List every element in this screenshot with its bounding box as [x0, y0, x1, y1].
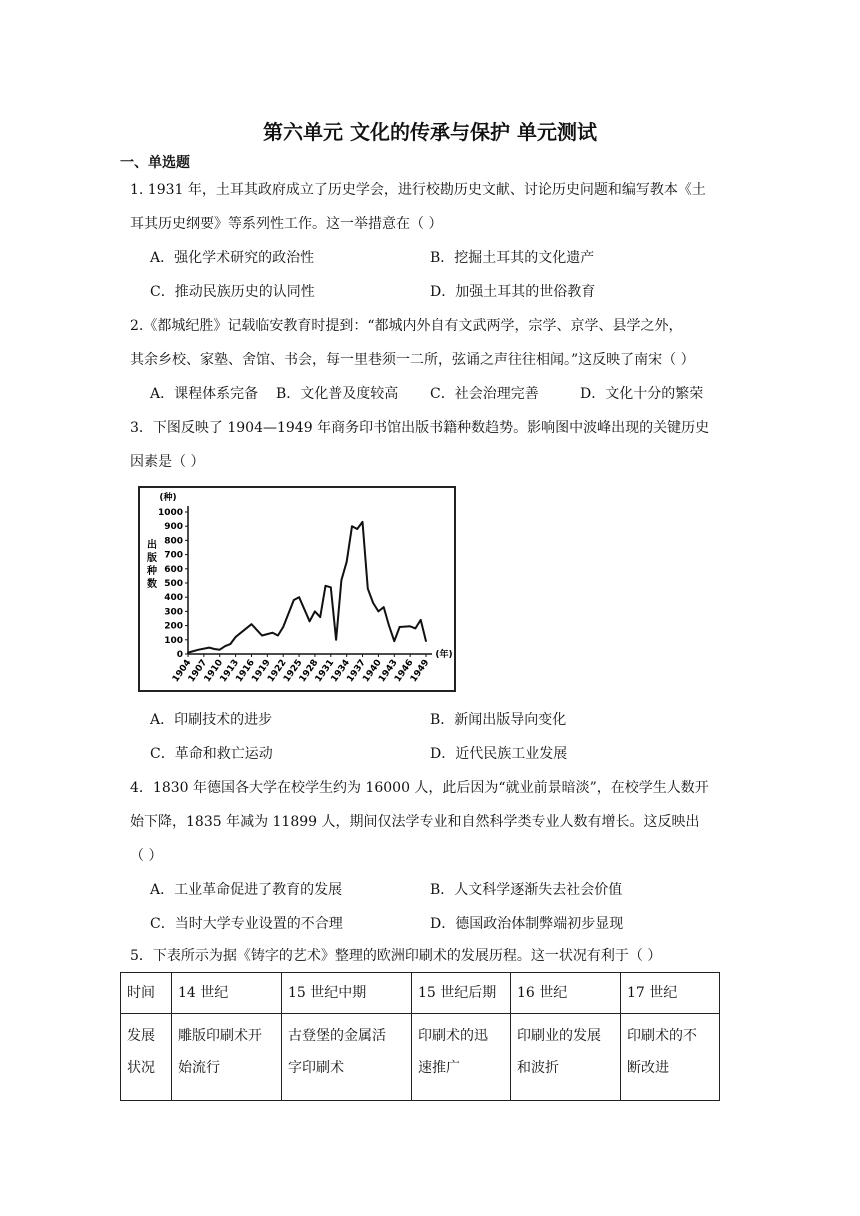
y-axis-label-char: 种 [147, 566, 157, 577]
y-tick-label: 600 [164, 564, 183, 575]
data-point [393, 640, 395, 642]
y-tick-label: 1000 [157, 508, 183, 518]
page-title: 第六单元 文化的传承与保护 单元测试 [263, 120, 597, 144]
data-point [341, 579, 343, 581]
data-point [214, 648, 216, 650]
x-tick-label: 1913 [218, 657, 242, 685]
q4-stem-line2: 始下降，1835 年减为 11899 人，期间仅法学专业和自然科学类专业人数有增长。这反映出 [130, 814, 700, 830]
q4-stem-line3: （ ） [130, 848, 163, 864]
data-point [425, 640, 427, 642]
table-header-cell: 16 世纪 [511, 973, 621, 1014]
cell-line: 和波折 [517, 1060, 559, 1076]
data-point [351, 525, 353, 527]
table-header-cell: 17 世纪 [621, 973, 720, 1014]
data-point [256, 629, 258, 631]
y-unit-label: (种) [159, 493, 177, 503]
table-header-cell: 时间 [121, 973, 172, 1014]
x-tick-label: 1928 [297, 657, 321, 685]
data-point [208, 647, 210, 649]
x-tick-label: 1919 [250, 657, 273, 685]
q2-option-a[interactable]: A．课程体系完备 [150, 386, 259, 402]
cell-line: 状况 [127, 1060, 155, 1076]
y-tick-label: 400 [164, 593, 183, 604]
section-heading: 一、单选题 [120, 155, 190, 171]
q1-option-d[interactable]: D．加强土耳其的世俗教育 [430, 284, 596, 300]
q3-option-d[interactable]: D．近代民族工业发展 [430, 746, 568, 762]
data-point [383, 606, 385, 608]
x-tick-label: 1934 [329, 657, 353, 685]
data-point [187, 652, 189, 654]
q1-option-c[interactable]: C．推动民族历史的认同性 [150, 284, 315, 300]
cell-line: 雕版印刷术开 [178, 1028, 262, 1044]
data-point [198, 649, 200, 651]
table-header-cell: 14 世纪 [172, 973, 282, 1014]
publishing-trend-chart [138, 486, 456, 692]
table-row [121, 1014, 720, 1101]
table-cell [282, 1014, 412, 1101]
q1-stem-line1: 1. 1931 年，土耳其政府成立了历史学会，进行校勘历史文献、讨论历史问题和编写教本《土 [130, 182, 706, 198]
data-point [272, 632, 274, 634]
table-header-row [121, 973, 720, 1014]
data-point [415, 628, 417, 630]
cell-line: 发展 [127, 1028, 155, 1044]
q3-option-a[interactable]: A．印刷技术的进步 [150, 712, 273, 728]
cell-line: 印刷术的迅 [418, 1028, 488, 1044]
data-point [251, 623, 253, 625]
q1-stem-line2: 耳其历史纲要》等系列性工作。这一举措意在（ ） [130, 216, 443, 232]
data-point [293, 599, 295, 601]
cell-line: 古登堡的金属活 [288, 1028, 386, 1044]
data-point [356, 528, 358, 530]
data-point [235, 636, 237, 638]
series-line [188, 522, 426, 653]
q1-option-b[interactable]: B．挖掘土耳其的文化遗产 [430, 250, 595, 266]
data-point [335, 639, 337, 641]
table-cell [412, 1014, 511, 1101]
data-point [388, 625, 390, 627]
q2-option-d[interactable]: D．文化十分的繁荣 [580, 386, 704, 402]
y-axis-label-char: 出 [147, 540, 157, 551]
y-tick-label: 900 [164, 522, 183, 533]
cell-line: 断改进 [627, 1060, 669, 1076]
x-tick-label: 1943 [377, 657, 400, 685]
y-tick-label: 800 [164, 536, 183, 547]
q4-option-d[interactable]: D．德国政治体制弊端初步显现 [430, 916, 624, 932]
x-tick-label: 1922 [266, 657, 289, 685]
q4-option-b[interactable]: B．人文科学逐渐失去社会价值 [430, 882, 623, 898]
cell-line: 印刷业的发展 [517, 1028, 601, 1044]
y-tick-label: 700 [164, 550, 183, 561]
x-tick-label: 1940 [361, 657, 384, 685]
x-tick-label: 1904 [170, 657, 194, 685]
q2-option-c[interactable]: C．社会治理完善 [430, 386, 539, 402]
cell-line: 印刷术的不 [627, 1028, 697, 1044]
data-point [277, 635, 279, 637]
q3-stem-line2: 因素是（ ） [130, 454, 205, 470]
data-point [399, 626, 401, 628]
y-axis-label-char: 数 [147, 579, 157, 590]
y-tick-label: 500 [164, 579, 183, 589]
data-point [409, 626, 411, 628]
x-tick-label: 1946 [393, 657, 416, 685]
data-point [372, 602, 374, 604]
data-point [267, 633, 269, 635]
y-tick-label: 300 [164, 607, 183, 618]
table-cell [511, 1014, 621, 1101]
data-point [330, 586, 332, 588]
x-unit-label: (年) [435, 650, 453, 660]
data-point [230, 643, 232, 645]
data-point [261, 635, 263, 637]
data-point [319, 616, 321, 618]
data-point [282, 626, 284, 628]
data-point [240, 632, 242, 634]
x-tick-label: 1910 [202, 657, 226, 685]
q3-stem-line1: 3．下图反映了 1904—1949 年商务印书馆出版书籍种数趋势。影响图中波峰出现的关键历史 [130, 420, 710, 436]
data-point [314, 611, 316, 613]
q2-stem-line2: 其余乡校、家塾、舍馆、书会，每一里巷须一二所，弦诵之声往往相闻。”这反映了南宋（ ） [130, 352, 695, 368]
table-cell [172, 1014, 282, 1101]
data-point [224, 645, 226, 647]
data-point [298, 596, 300, 598]
y-tick-label: 200 [164, 621, 183, 632]
cell-line: 字印刷术 [288, 1060, 344, 1076]
y-tick-label: 100 [164, 635, 183, 646]
data-point [378, 611, 380, 613]
q2-stem-line1: 2.《都城纪胜》记载临安教育时提到：“都城内外自有文武两学，宗学、京学、县学之外， [130, 318, 683, 334]
q3-option-c[interactable]: C．革命和救亡运动 [150, 746, 273, 762]
q4-option-a[interactable]: A．工业革命促进了教育的发展 [150, 882, 343, 898]
x-tick-label: 1949 [408, 657, 432, 685]
q1-option-a[interactable]: A．强化学术研究的政治性 [150, 250, 315, 266]
table-header-cell: 15 世纪后期 [412, 973, 511, 1014]
table-header-cell: 15 世纪中期 [282, 973, 412, 1014]
data-point [325, 585, 327, 587]
q4-option-c[interactable]: C．当时大学专业设置的不合理 [150, 916, 343, 932]
table-cell [121, 1014, 172, 1101]
x-tick-label: 1937 [345, 657, 368, 685]
x-tick-label: 1916 [234, 657, 257, 685]
x-tick-label: 1925 [281, 657, 305, 685]
q2-option-b[interactable]: B．文化普及度较高 [276, 386, 399, 402]
x-tick-label: 1931 [313, 657, 337, 685]
printing-history-table [120, 972, 720, 1101]
q5-stem-line1: 5．下表所示为据《铸字的艺术》整理的欧洲印刷术的发展历程。这一状况有利于（ ） [130, 948, 662, 964]
y-axis-label-char: 版 [147, 553, 157, 564]
data-point [346, 561, 348, 563]
chart-svg [140, 488, 454, 690]
q4-stem-line1: 4．1830 年德国各大学在校学生约为 16000 人，此后因为“就业前景暗淡”，在校学生人数开 [130, 780, 709, 796]
data-point [309, 621, 311, 623]
y-tick-label: 0 [176, 650, 183, 660]
x-tick-label: 1907 [186, 657, 210, 685]
data-point [420, 619, 422, 621]
data-point [367, 588, 369, 590]
cell-line: 速推广 [418, 1060, 460, 1076]
data-point [219, 649, 221, 651]
cell-line: 始流行 [178, 1060, 220, 1076]
q3-option-b[interactable]: B．新闻出版导向变化 [430, 712, 567, 728]
table-cell [621, 1014, 720, 1101]
data-point [362, 521, 364, 523]
